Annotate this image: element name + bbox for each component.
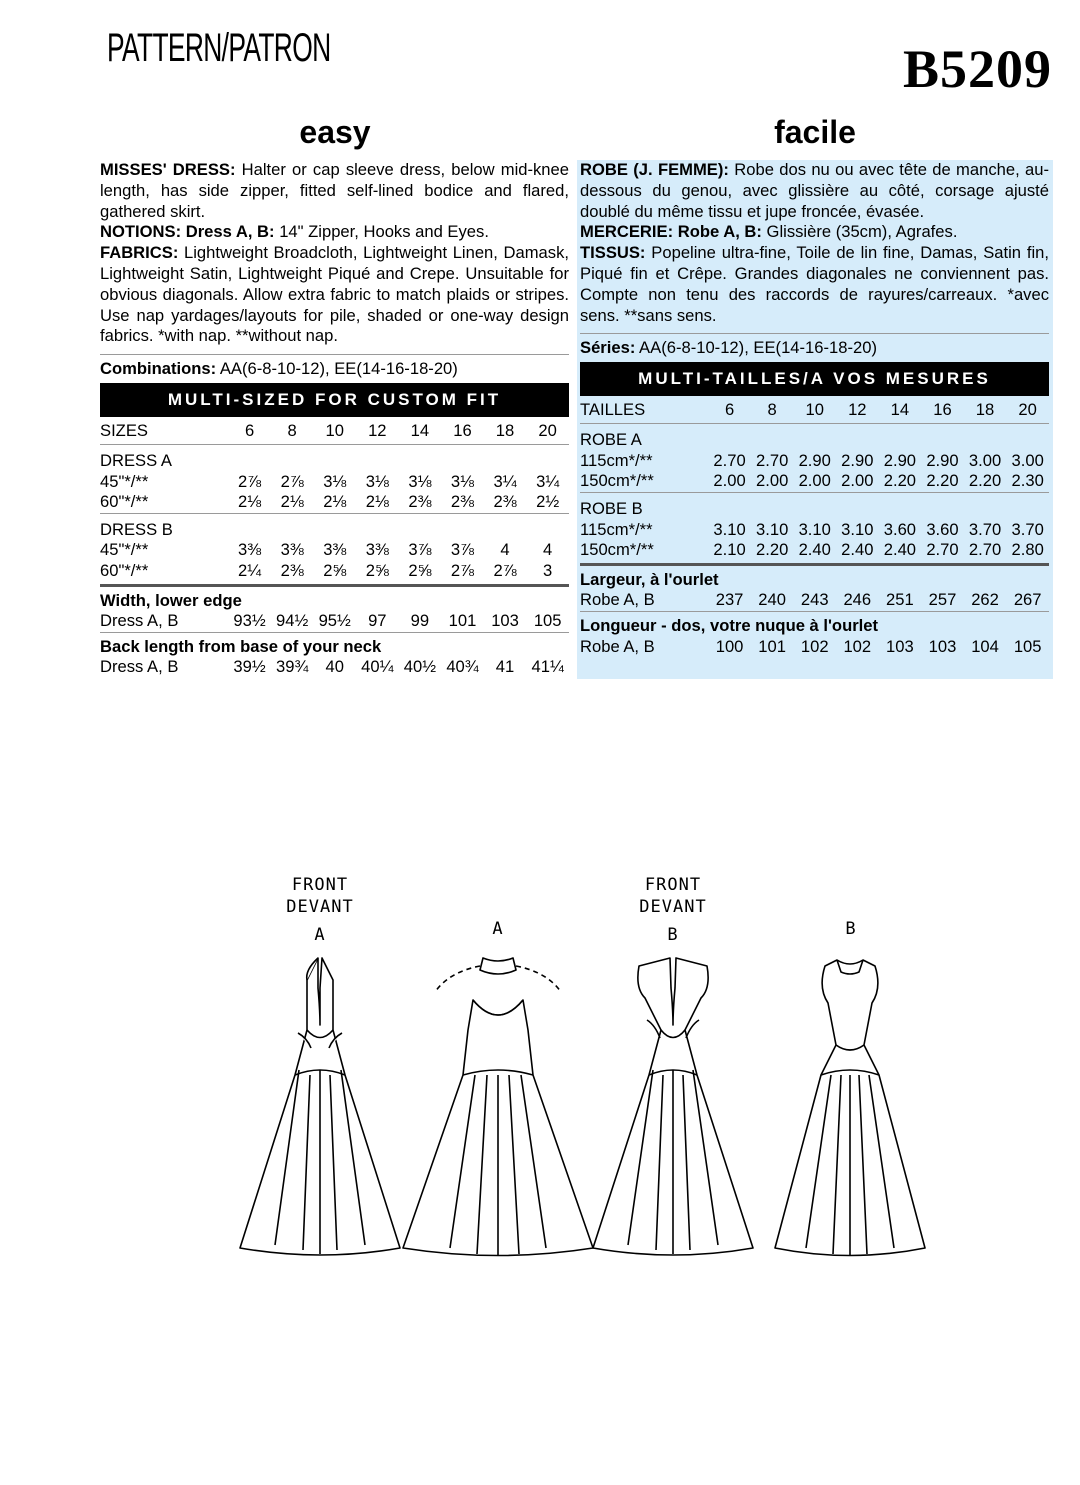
section-label: Width, lower edge [100,590,242,610]
cell-value: 2⅜ [271,561,314,585]
yardage-row [580,520,1049,541]
cell-value: 2.00 [836,471,879,492]
cell-value: 3.60 [926,519,959,539]
cell-value: 2⅝ [356,561,399,585]
yardage-row [100,540,569,561]
cell-value: 240 [751,590,794,611]
dress-b-front-drawing [593,958,753,1255]
cell-value: 2.20 [921,471,964,492]
cell-value: 103 [928,636,957,656]
cell-value: 2⅛ [313,492,356,513]
notions-fr: MERCERIE: Robe A, B: Glissière (35cm), Agrafes. [580,222,958,242]
combinations-en: Combinations: AA(6-8-10-12), EE(14-16-18-20) [100,354,569,380]
cell-value: 99 [399,611,442,632]
row-label: 60"*/** [100,561,228,585]
width-row [100,611,569,632]
cell-value: 8 [751,396,794,424]
yardage-row [580,540,1049,564]
row-label: 150cm*/** [580,471,708,492]
cell-value: 39¾ [276,657,309,677]
cell-value: 102 [800,636,829,656]
cell-value: 3⅛ [450,471,474,491]
dress-a-front-drawing [240,958,400,1255]
cell-value: 2.70 [713,450,746,470]
cell-value: 16 [441,417,484,445]
combinations-fr: Séries: AA(6-8-10-12), EE(14-16-18-20) [580,333,1049,359]
cell-value: 2.40 [879,540,922,564]
cell-value: 4 [543,540,553,560]
fabrics-en: FABRICS: Lightweight Broadcloth, Lightweight Linen, Damask, Lightweight Satin, Lightweight Piqué and Crepe. Unsuitable for obvious diagonals. Allow extra fabric to match plaids or stripes. Use nap yardages/layouts for pile, shaded or one-way design fabrics. *with nap. **without nap. [100,243,569,346]
row-label: 45"*/** [100,540,149,560]
row-label: Dress A, B [100,611,228,632]
cell-value: 8 [271,417,314,445]
cell-value: 2.80 [1006,540,1049,564]
dress-b-back-drawing [775,960,925,1256]
cell-value: 2⅞ [441,561,484,585]
yardage-row [100,472,569,493]
cell-value: 3.00 [968,450,1002,470]
cell-value: 93½ [228,611,271,632]
section-label: Longueur - dos, votre nuque à l'ourlet [580,615,879,635]
yardage-row [580,451,1049,472]
cell-value: 2.30 [1006,471,1049,492]
difficulty-en: easy [299,114,371,150]
cell-value: 3⅛ [365,471,389,491]
view-label-2: A [492,919,504,939]
cell-value: 3⅞ [450,540,474,560]
cell-value: 2¼ [228,561,271,585]
length-row [580,637,1049,658]
cell-value: 6 [228,417,271,445]
view-label-4: B [845,919,857,939]
row-label: 115cm*/** [580,519,653,539]
cell-value: 14 [879,396,922,424]
cell-value: 105 [1013,636,1042,656]
cell-value: 18 [484,417,527,445]
cell-value: 3.10 [798,519,831,539]
cell-value: 2.70 [756,450,789,470]
cell-value: 40 [325,657,344,677]
length-label-row [580,611,1049,636]
notions-en: NOTIONS: Dress A, B: 14" Zipper, Hooks and Eyes. [100,222,489,242]
cell-value: 3.10 [841,519,874,539]
cell-value: 20 [526,417,569,445]
cell-value: 2.90 [841,450,874,470]
cell-value: 2.90 [926,450,959,470]
cell-value: 2⅜ [399,492,442,513]
section-label: ROBE B [580,498,643,518]
cell-value: 2.20 [964,471,1007,492]
sizes-header-row [580,396,1049,424]
cell-value: 3⅜ [323,540,347,560]
cell-value: 40¼ [361,657,394,677]
cell-value: 6 [708,396,751,424]
section-label: Back length from base of your neck [100,636,382,656]
cell-value: 39½ [233,657,266,677]
section-row [580,430,1049,451]
cell-value: 2.40 [836,540,879,564]
cell-value: 2⅛ [228,492,271,513]
section-row [100,520,569,541]
cell-value: 262 [964,590,1007,611]
yardage-row [580,471,1049,492]
multi-size-bar-en: MULTI-SIZED FOR CUSTOM FIT [100,383,569,417]
width-row [580,590,1049,611]
cell-value: 12 [356,417,399,445]
cell-value: 3.60 [883,519,917,539]
cell-value: 2.20 [751,540,794,564]
section-row [580,499,1049,520]
cell-value: 3 [526,561,569,585]
cell-value: 18 [964,396,1007,424]
section-label: Largeur, à l'ourlet [580,569,719,589]
cell-value: 3.10 [713,519,746,539]
cell-value: 94½ [271,611,314,632]
cell-value: 257 [921,590,964,611]
row-label: 115cm*/** [580,450,653,470]
cell-value: 103 [886,636,914,656]
section-label: DRESS A [100,450,172,470]
description-fr: ROBE (J. FEMME): Robe dos nu ou avec tête de manche, au-dessous du genou, avec glissière au côté, corsage ajusté doublé du même tissu et jupe froncée, évasée. [580,160,1049,221]
cell-value: 97 [356,611,399,632]
cell-value: 10 [313,417,356,445]
cell-value: 243 [793,590,836,611]
row-label: 45"*/** [100,471,149,491]
cell-value: 3.70 [1011,519,1044,539]
section-label: ROBE A [580,430,642,450]
row-label: Dress A, B [100,657,179,677]
yardage-table-en [100,417,569,678]
cell-value: 2⅛ [356,492,399,513]
cell-value: 2.90 [883,450,917,470]
yardage-row [100,561,569,585]
cell-value: 41 [495,657,515,677]
dress-drawings-svg [235,870,955,1260]
cell-value: 2.70 [921,540,964,564]
cell-value: 2.40 [793,540,836,564]
english-column [100,160,569,678]
cell-value: 3⅞ [408,540,432,560]
cell-value: 12 [836,396,879,424]
row-label: 150cm*/** [580,540,708,564]
cell-value: 16 [921,396,964,424]
cell-value: 101 [441,611,484,632]
cell-value: 2⅜ [484,492,527,513]
cell-value: 10 [793,396,836,424]
row-label: Robe A, B [580,590,708,611]
cell-value: 2.70 [964,540,1007,564]
cell-value: 100 [715,636,744,656]
cell-value: 2.90 [798,450,831,470]
cell-value: 3.70 [968,519,1002,539]
cell-value: 2⅞ [280,471,304,491]
width-label-row [580,564,1049,590]
dress-illustrations [235,870,955,1260]
cell-value: 2⅝ [399,561,442,585]
fabrics-fr: TISSUS: Popeline ultra-fine, Toile de lin fine, Damas, Satin fin, Piqué fin et Crêpe. Grandes diagonales ne conviennent pas. Compte non tenu des raccords de rayures/carreaux. *avec sens. **sans sens. [580,243,1049,325]
section-label: DRESS B [100,519,173,539]
cell-value: 2⅞ [484,561,527,585]
cell-value: 2⅜ [441,492,484,513]
cell-value: 267 [1006,590,1049,611]
cell-value: 40½ [403,657,437,677]
cell-value: 3.10 [756,519,789,539]
cell-value: 3⅜ [365,540,389,560]
pattern-number: B5209 [902,39,1052,99]
yardage-row [100,492,569,513]
view-label-3: FRONT DEVANT B [639,875,707,945]
cell-value: 2.00 [793,471,836,492]
cell-value: 3.00 [1011,450,1044,470]
view-label-1: FRONT DEVANT A [286,875,354,945]
cell-value: 40¾ [446,657,479,677]
row-label: Robe A, B [580,636,655,656]
cell-value: 2½ [526,492,569,513]
cell-value: 20 [1006,396,1049,424]
description-en: MISSES' DRESS: Halter or cap sleeve dress, below mid-knee length, has side zipper, fitted self-lined bodice and flared, gathered skirt. [100,160,569,221]
cell-value: 104 [971,636,999,656]
cell-value: 105 [526,611,569,632]
section-row [100,451,569,472]
cell-value: 246 [836,590,879,611]
cell-value: 237 [708,590,751,611]
sizes-header-row [100,417,569,445]
length-row [100,657,569,678]
length-label-row [100,632,569,657]
difficulty-fr: facile [774,114,856,150]
brand-title: PATTERN/PATRON [107,26,331,70]
cell-value: 3⅛ [323,471,347,491]
cell-value: 3⅛ [408,471,432,491]
cell-value: 102 [843,636,872,656]
dress-a-back-drawing [403,958,593,1256]
cell-value: 103 [484,611,527,632]
row-label: TAILLES [580,396,708,424]
cell-value: 101 [758,636,786,656]
cell-value: 3⅜ [238,540,262,560]
width-label-row [100,585,569,611]
french-column [580,160,1049,657]
cell-value: 41¼ [531,657,564,677]
cell-value: 3⅜ [280,540,304,560]
row-label: 60"*/** [100,492,228,513]
cell-value: 251 [879,590,922,611]
multi-size-bar-fr: MULTI-TAILLES/A VOS MESURES [580,362,1049,396]
cell-value: 2.10 [708,540,751,564]
row-label: SIZES [100,417,228,445]
yardage-table-fr [580,396,1049,657]
cell-value: 3¼ [536,471,560,491]
cell-value: 4 [500,540,510,560]
cell-value: 14 [399,417,442,445]
cell-value: 2.00 [708,471,751,492]
cell-value: 2⅝ [313,561,356,585]
cell-value: 2⅞ [238,471,262,491]
cell-value: 2.00 [751,471,794,492]
cell-value: 95½ [313,611,356,632]
cell-value: 2.20 [879,471,922,492]
cell-value: 2⅛ [271,492,314,513]
cell-value: 3¼ [493,471,517,491]
